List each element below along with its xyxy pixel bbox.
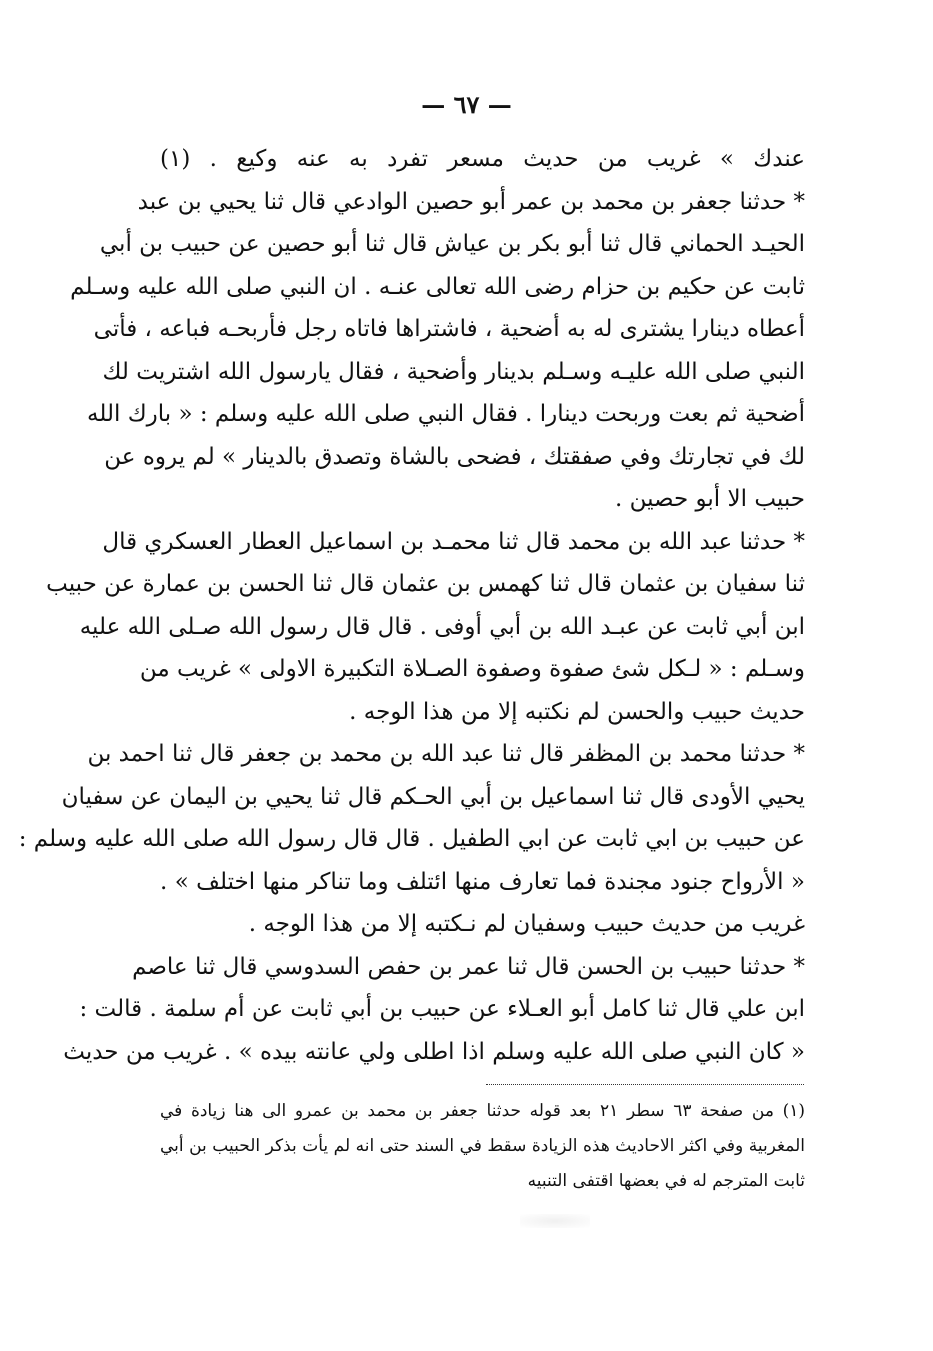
text-line: أضحية ثم بعت وربحت دينارا . فقال النبي صلى الله عليه وسلم : « بارك الله [87, 401, 805, 427]
text-line: لك في تجارتك وفي صفقتك ، فضحى بالشاة وتصدق بالدينار » لم يروه عن [104, 443, 805, 470]
text-line: غريب من حديث حبيب وسفيان لم نـكتبه إلا من هذا الوجه . [248, 911, 805, 937]
text-line: أعطاه دينارا يشترى له به أضحية ، فاشتراها فاتاه رجل فأربحـه فباعه ، فأتى [93, 316, 805, 342]
text-line: ابن أبي ثابت عن عبـد الله بن أبي أوفى . قال قال رسول الله صـلى الله عليه [79, 613, 805, 640]
paper-smudge [520, 1214, 590, 1228]
text-line: يحيي الأودى قال ثنا اسماعيل بن أبي الحـكم قال ثنا يحيي بن اليمان عن سفيان [61, 783, 805, 810]
text-line: « كان النبي صلى الله عليه وسلم اذا اطلى ولي عانته بيده » . غريب من حديث [63, 1038, 805, 1065]
footnote-line: ثابت المترجم له في بعضها اقتفى التنبيه [527, 1171, 805, 1191]
footnote-separator [486, 1084, 804, 1085]
footnotes [160, 1094, 805, 1199]
text-line: النبي صلى الله عليـه وسـلم بدينار وأضحية ، فقال يارسول الله اشتريت لك [102, 358, 805, 385]
text-line: * حدثنا حبيب بن الحسن قال ثنا عمر بن حفص السدوسي قال ثنا عاصم [132, 953, 805, 980]
text-line: * حدثنا محمد بن المظفر قال ثنا عبد الله بن محمد بن جعفر قال ثنا احمد بن [87, 741, 805, 767]
text-line: وسـلم : « لـكل شئ صفوة وصفوة الصـلاة التكبيرة الاولى » غريب من [139, 656, 805, 682]
text-line: الحيـد الحماني قال ثنا أبو بكر بن عياش قال ثنا أبو حصين عن حبيب بن أبي [99, 231, 805, 257]
footnote-line: المغربية وفي اكثر الاحاديث هذه الزيادة سقط في السند حتى انه لم يأت بذكر الحبيب بن أبي [160, 1136, 805, 1156]
text-line: عن حبيب بن ابي ثابت عن ابي الطفيل . قال قال رسول الله صلى الله عليه وسلم : [18, 826, 805, 852]
footnote-line: (١) من صفحة ٦٣ سطر ٢١ بعد قوله حدثنا جعفر بن محمد بن عمرو الى هنا زيادة في [160, 1101, 806, 1121]
text-line: عندك » غريب من حديث مسعر تفرد به عنه وكيع . (١) [160, 146, 805, 172]
text-line: ثابت عن حكيم بن حزام رضى الله تعالى عنـه . ان النبي صلى الله عليه وسـلم [70, 273, 805, 300]
text-line: « الأرواح جنود مجندة فما تعارف منها ائتلف وما تناكر منها اختلف » . [160, 868, 805, 895]
text-line: حبيب الا أبو حصين . [614, 486, 805, 512]
text-line: حديث حبيب والحسن لم نكتبه إلا من هذا الوجه . [349, 698, 805, 725]
page-number: — ٦٧ — [421, 90, 512, 119]
main-text [18, 138, 805, 1073]
text-line: ثنا سفيان بن عثمان قال ثنا كهمس بن عثمان قال ثنا الحسن بن عمارة عن حبيب [46, 571, 805, 597]
text-line: * حدثنا عبد الله بن محمد قال ثنا محمـد بن اسماعيل العطار العسكري قال [102, 528, 805, 555]
text-line: ابن علي قال ثنا كامل أبو العـلاء عن حبيب بن أبي ثابت عن أم سلمة . قالت : [79, 996, 805, 1022]
text-line: * حدثنا جعفر بن محمد بن عمر أبو حصين الوادعي قال ثنا يحيي بن عبد [137, 188, 805, 215]
